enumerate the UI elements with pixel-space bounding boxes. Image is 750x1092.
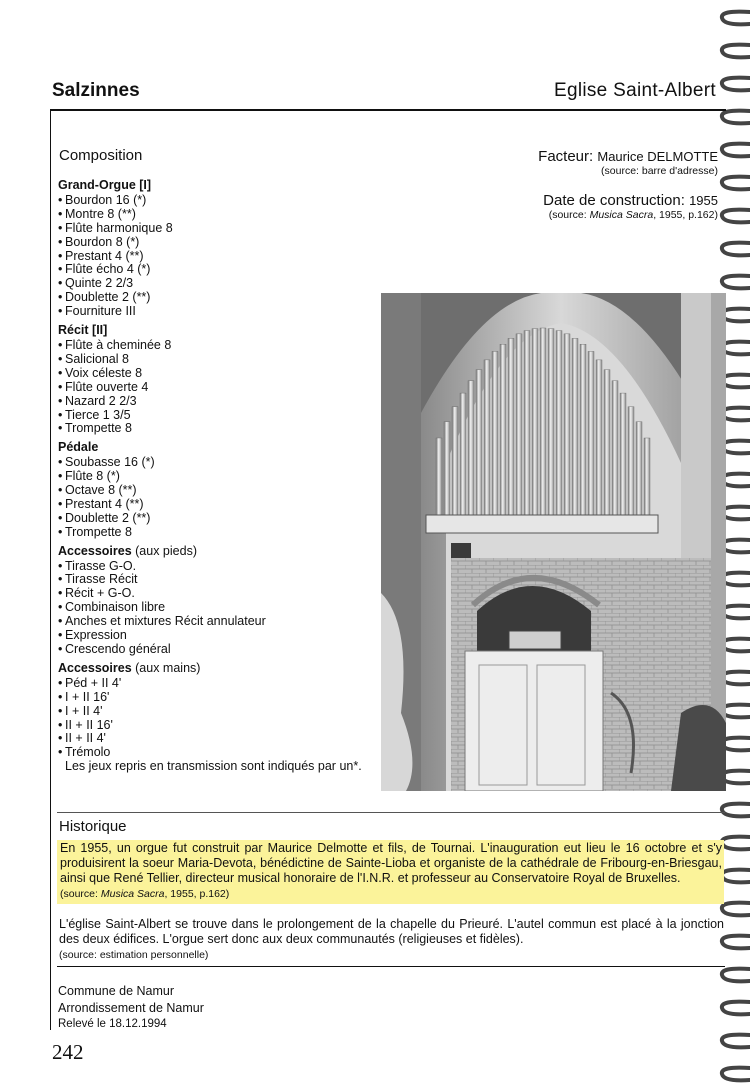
- stop-item: • Fourniture III: [58, 304, 136, 319]
- stop-section: [58, 441, 368, 539]
- stop-item: • Bourdon 16 (*): [58, 192, 147, 207]
- stop-item: • Combinaison libre: [58, 600, 166, 615]
- spiral-coil: [722, 639, 750, 652]
- stop-item: • Nazard 2 2/3: [58, 393, 137, 408]
- spiral-coil: [722, 177, 750, 190]
- bullet-icon: •: [58, 642, 63, 656]
- bullet-icon: •: [58, 524, 63, 539]
- bullet-icon: •: [58, 379, 63, 394]
- organ-pipe: [500, 344, 506, 515]
- bullet-icon: •: [58, 407, 63, 422]
- date-source: (source: Musica Sacra, 1955, p.162): [548, 209, 718, 221]
- footer-block: [58, 983, 204, 1017]
- stop-item: • II + II 16': [58, 717, 113, 732]
- organ-pipe: [572, 338, 578, 515]
- bullet-icon: •: [58, 248, 63, 263]
- stop-item: • Doublette 2 (**): [58, 290, 151, 305]
- bullet-icon: •: [58, 483, 63, 498]
- stop-item: • I + II 4': [58, 703, 103, 718]
- bullet-icon: •: [58, 455, 63, 470]
- stop-item: • Octave 8 (**): [58, 483, 137, 498]
- spiral-coil: [722, 45, 750, 58]
- spiral-coil: [722, 936, 750, 949]
- header-rule: [50, 109, 726, 111]
- bullet-icon: •: [58, 262, 63, 277]
- spiral-coil: [722, 78, 750, 91]
- bullet-icon: •: [58, 675, 63, 690]
- bullet-icon: •: [58, 628, 63, 643]
- bullet-icon: •: [58, 558, 63, 573]
- bullet-icon: •: [58, 276, 63, 291]
- spiral-coil: [722, 771, 750, 784]
- bullet-icon: •: [58, 614, 63, 629]
- bullet-icon: •: [58, 337, 63, 352]
- facteur-name: Maurice DELMOTTE: [597, 149, 718, 164]
- spiral-coil: [722, 342, 750, 355]
- stop-item: • Trompette 8: [58, 524, 132, 539]
- date-year: 1955: [689, 193, 718, 208]
- stop-item: • Trémolo: [58, 745, 111, 760]
- stop-item: • Quinte 2 2/3: [58, 276, 134, 291]
- organ-pipe: [620, 393, 626, 515]
- spiral-coil: [722, 903, 750, 916]
- historique-title: Historique: [59, 818, 127, 835]
- stop-item: • Flûte 8 (*): [58, 469, 120, 484]
- stop-item: • Bourdon 8 (*): [58, 234, 140, 249]
- spiral-coil: [722, 573, 750, 586]
- spiral-coil: [722, 1035, 750, 1048]
- spiral-coil: [722, 969, 750, 982]
- organ-pipe: [484, 360, 490, 515]
- stop-section: [58, 545, 368, 657]
- spiral-coil: [722, 870, 750, 883]
- stop-list: [58, 179, 368, 779]
- date-construction-block: [543, 192, 718, 221]
- organ-pipe: [508, 338, 514, 515]
- bullet-icon: •: [58, 234, 63, 249]
- spiral-coil: [722, 672, 750, 685]
- date-label: Date de construction:: [543, 192, 685, 209]
- section-title: Accessoires (aux pieds): [58, 543, 197, 558]
- composition-title: Composition: [59, 147, 143, 164]
- organ-pipe: [556, 331, 562, 515]
- stop-section: [58, 662, 368, 774]
- stop-item: • Expression: [58, 628, 127, 643]
- facteur-source: (source: barre d'adresse): [601, 165, 718, 177]
- historique-rule: [57, 812, 725, 813]
- spiral-coil: [722, 441, 750, 454]
- spiral-coil: [722, 540, 750, 553]
- organ-pipe: [628, 407, 634, 515]
- spiral-coil: [722, 375, 750, 388]
- facteur-label: Facteur:: [538, 148, 594, 165]
- organ-pipe: [516, 334, 522, 515]
- bullet-icon: •: [58, 351, 63, 366]
- organ-pipe: [532, 329, 538, 515]
- organ-pipe: [540, 328, 546, 515]
- organ-pipe: [644, 438, 650, 515]
- bullet-icon: •: [58, 365, 63, 380]
- bullet-icon: •: [58, 572, 63, 587]
- stop-item: • Soubasse 16 (*): [58, 455, 155, 470]
- spiral-coil: [722, 243, 750, 256]
- organ-pipe: [468, 381, 474, 515]
- bullet-icon: •: [58, 469, 63, 484]
- bullet-icon: •: [58, 393, 63, 408]
- section-title: Pédale: [58, 440, 99, 455]
- stop-item: • Prestant 4 (**): [58, 496, 144, 511]
- releve-date: Relevé le 18.12.1994: [58, 1018, 167, 1030]
- spiral-coil: [722, 507, 750, 520]
- bullet-icon: •: [58, 731, 63, 746]
- section-title: Grand-Orgue [I]: [58, 178, 152, 192]
- town-name: Salzinnes: [52, 80, 140, 101]
- stop-item: • Doublette 2 (**): [58, 510, 151, 525]
- bullet-icon: •: [58, 290, 63, 305]
- organ-pipe: [452, 407, 458, 515]
- organ-pipe: [588, 351, 594, 515]
- left-margin-line: [50, 110, 51, 1030]
- historique-p2-source: (source: estimation personnelle): [59, 949, 209, 961]
- organ-pipe: [444, 422, 450, 515]
- organ-pipe: [524, 331, 530, 515]
- stop-item: • Prestant 4 (**): [58, 248, 144, 263]
- bullet-icon: •: [58, 192, 63, 207]
- organ-pipe: [460, 393, 466, 515]
- stop-item: • Tirasse G-O.: [58, 558, 137, 573]
- arrondissement: Arrondissement de Namur: [58, 1001, 204, 1015]
- spiral-coil: [722, 276, 750, 289]
- historique-p1: En 1955, un orgue fut construit par Maurice Delmotte et fils, de Tournai. L'inauguration eut lieu le 16 octobre et s'y produisirent la soeur Maria-Devota, bénédictine de Sainte-Lioba et organiste de la cathédrale de Fribourg-en-Briesgau, ainsi que René Tellier, directeur musical honoraire de l'I.N.R. et professeur au Conservatoire Royal de Bruxelles.: [60, 841, 722, 885]
- bullet-icon: •: [58, 510, 63, 525]
- stop-item: • Tirasse Récit: [58, 572, 138, 587]
- stop-item: • Péd + II 4': [58, 675, 122, 690]
- stop-item: • II + II 4': [58, 731, 106, 746]
- transmission-note: Les jeux repris en transmission sont indiqués par un*.: [65, 759, 362, 774]
- bullet-icon: •: [58, 717, 63, 732]
- organ-pipe: [436, 438, 442, 515]
- stop-item: • Crescendo général: [58, 642, 171, 656]
- facteur-block: [538, 148, 718, 177]
- historique-p2: L'église Saint-Albert se trouve dans le prolongement de la chapelle du Prieuré. L'autel commun est placé à la jonction des deux édifices. L'orgue sert donc aux deux communautés (religieuses et fidèles).: [59, 917, 724, 946]
- spiral-coil: [722, 474, 750, 487]
- stop-item: • Anches et mixtures Récit annulateur: [58, 614, 266, 629]
- section-title: Récit [II]: [58, 323, 108, 338]
- organ-pipe: [604, 370, 610, 515]
- stop-item: • Voix céleste 8: [58, 365, 143, 380]
- stop-item: • Flûte écho 4 (*): [58, 262, 151, 277]
- spiral-coil: [722, 408, 750, 421]
- stop-item: • Flûte à cheminée 8: [58, 337, 172, 352]
- organ-pipe: [476, 370, 482, 515]
- organ-pipe: [548, 329, 554, 515]
- organ-pipe: [580, 344, 586, 515]
- bullet-icon: •: [58, 745, 63, 760]
- spiral-coil: [722, 804, 750, 817]
- stop-item: • Récit + G-O.: [58, 586, 135, 601]
- bullet-icon: •: [58, 703, 63, 718]
- spiral-coil: [722, 705, 750, 718]
- stop-item: • I + II 16': [58, 689, 110, 704]
- organ-pipe: [564, 334, 570, 515]
- historique-highlight: [57, 840, 724, 904]
- spiral-coil: [722, 144, 750, 157]
- stop-item: • Salicional 8: [58, 351, 129, 366]
- commune: Commune de Namur: [58, 984, 175, 998]
- section-title: Accessoires (aux mains): [58, 660, 201, 675]
- spiral-coil: [722, 606, 750, 619]
- church-name: Eglise Saint-Albert: [554, 80, 716, 101]
- organ-pipe: [612, 381, 618, 515]
- stop-item: • Flûte ouverte 4: [58, 379, 149, 394]
- footer-rule: [57, 966, 725, 967]
- spiral-coil: [722, 1002, 750, 1015]
- page-number: 242: [52, 1040, 84, 1064]
- bullet-icon: •: [58, 689, 63, 704]
- stop-section: [58, 179, 368, 319]
- organ-photo: [381, 293, 726, 791]
- historique-p1-source: (source: Musica Sacra, 1955, p.162): [60, 888, 230, 900]
- bullet-icon: •: [58, 586, 63, 601]
- bullet-icon: •: [58, 206, 63, 221]
- stop-item: • Tierce 1 3/5: [58, 407, 131, 422]
- stop-item: • Trompette 8: [58, 421, 132, 436]
- spiral-coil: [722, 1068, 750, 1081]
- spiral-coil: [722, 837, 750, 850]
- bullet-icon: •: [58, 304, 63, 319]
- organ-pipe: [636, 422, 642, 515]
- spiral-coil: [722, 12, 750, 25]
- spiral-coil: [722, 309, 750, 322]
- bullet-icon: •: [58, 220, 63, 235]
- spiral-coil: [722, 738, 750, 751]
- organ-pipe: [492, 351, 498, 515]
- stop-item: • Montre 8 (**): [58, 206, 136, 221]
- spiral-coil: [722, 111, 750, 124]
- bullet-icon: •: [58, 496, 63, 511]
- bullet-icon: •: [58, 600, 63, 615]
- organ-pipe: [596, 360, 602, 515]
- stop-item: • Flûte harmonique 8: [58, 220, 173, 235]
- bullet-icon: •: [58, 421, 63, 436]
- stop-section: [58, 324, 368, 436]
- historique-p2-block: [59, 917, 724, 963]
- spiral-coil: [722, 210, 750, 223]
